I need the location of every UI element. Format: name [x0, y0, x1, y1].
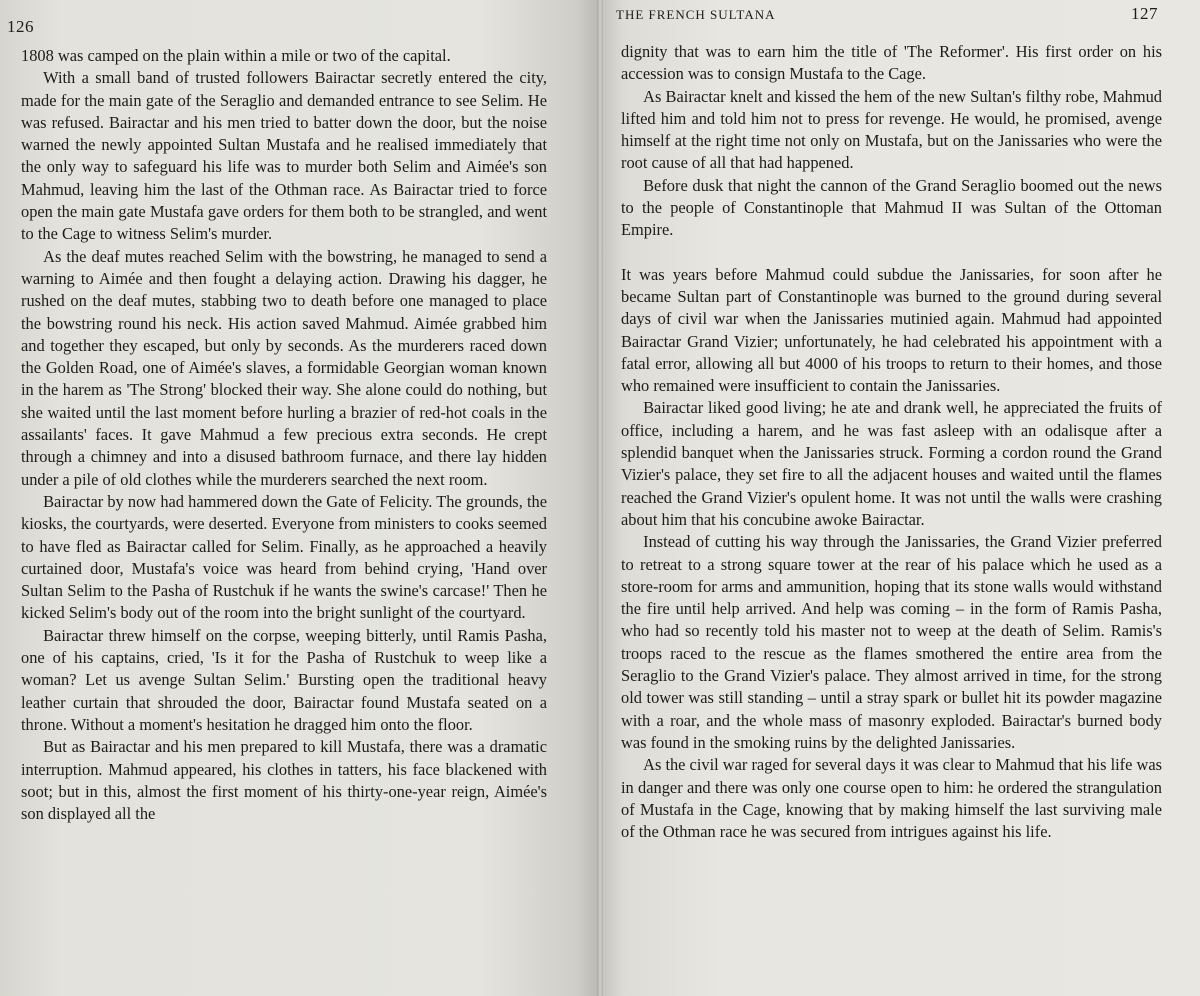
right-page — [600, 0, 1200, 996]
paragraph: Instead of cutting his way through the Janissaries, the Grand Vizier preferred to retreat to a strong square tower at the rear of his palace which he used as a store-room for arms and ammunition, hoping that its stone walls would withstand the fire until help arrived. And help was coming – in the form of Ramis Pasha, who had so recently told his master not to weep at the death of Selim. Ramis's troops raced to the rescue as the flames smothered the entire area from the Seraglio to the Grand Vizier's palace. They almost arrived in time, for the strong old tower was still standing – until a stray spark or bullet hit its powder magazine with a roar, and the whole mass of masonry exploded. Bairactar's burned body was found in the smoking ruins by the delighted Janissaries. — [621, 532, 1162, 752]
page-number: 127 — [1131, 4, 1158, 23]
paragraph: As the deaf mutes reached Selim with the bowstring, he managed to send a warning to Aimée and then fought a delaying action. Drawing his dagger, he rushed on the deaf mutes, stabbing two to death before one managed to place the bowstring round his neck. His action saved Mahmud. Aimée grabbed him and together they escaped, but only by seconds. As the murderers raced down the Golden Road, one of Aimée's slaves, a formidable Georgian woman known in the harem as 'The Strong' blocked their way. She alone could do nothing, but she waited until the last moment before hurling a brazier of red-hot coals in the assailants' faces. It gave Mahmud a few precious extra seconds. He crept through a chimney and into a disused bathroom furnace, and there lay hidden under a pile of old clothes while the murderers searched the next room. — [21, 246, 547, 489]
paragraph: It was years before Mahmud could subdue the Janissaries, for soon after he became Sultan part of Constantinople was burned to the ground during several days of civil war when the Janissaries mutinied again. Mahmud had appointed Bairactar Grand Vizier; unfortunately, he had celebrated his appointment with a fatal error, allowing all but 4000 of his troops to return to their homes, and those who remained were insufficient to contain the Janissaries. — [621, 264, 1162, 396]
page-number: 126 — [7, 17, 34, 36]
paragraph: 1808 was camped on the plain within a mile or two of the capital. — [21, 46, 451, 65]
running-head-title: THE FRENCH SULTANA — [616, 7, 776, 22]
gutter-shadow — [597, 0, 603, 996]
paragraph: With a small band of trusted followers Bairactar secretly entered the city, made for the main gate of the Seraglio and demanded entrance to see Selim. He was refused. Bairactar and his men tried to batter down the door, but the noise warned the newly appointed Sultan Mustafa and he realised immediately that the only way to safeguard his life was to murder both Selim and Aimée's son Mahmud, leaving him the last of the Othman race. As Bairactar tried to force open the main gate Mustafa gave orders for them both to be strangled, and went to the Cage to witness Selim's murder. — [21, 68, 547, 244]
running-head — [616, 4, 1158, 24]
paragraph: Bairactar liked good living; he ate and drank well, he appreciated the fruits of office, including a harem, and he was fast asleep with an odalisque after a splendid banquet when the Janissaries struck. Forming a cordon round the Grand Vizier's palace, they set fire to all the adjacent houses and waited until the flames reached the Grand Vizier's opulent home. It was not until the walls were crashing about him that his concubine awoke Bairactar. — [621, 398, 1162, 529]
paragraph: dignity that was to earn him the title of 'The Reformer'. His first order on his accession was to consign Mustafa to the Cage. — [621, 42, 1162, 84]
paragraph: But as Bairactar and his men prepared to kill Mustafa, there was a dramatic interruption. Mahmud appeared, his clothes in tatters, his face blackened with soot; but in this, almost the first moment of his thirty-one-year reign, Aimée's son displayed all the — [21, 737, 547, 824]
paragraph: As Bairactar knelt and kissed the hem of the new Sultan's filthy robe, Mahmud lifted him and told him not to press for revenge. He would, he promised, avenge himself at the right time not only on Mustafa, but on the Janissaries who were the root cause of all that had happened. — [621, 86, 1162, 173]
paragraph: Before dusk that night the cannon of the Grand Seraglio boomed out the news to the people of Constantinople that Mahmud II was Sultan of the Ottoman Empire. — [621, 175, 1162, 240]
paragraph: Bairactar by now had hammered down the Gate of Felicity. The grounds, the kiosks, the courtyards, were deserted. Everyone from ministers to cooks seemed to have fled as Bairactar called for Selim. Finally, as he approached a heavily curtained door, Mustafa's voice was heard from behind crying, 'Hand over Sultan Selim to the Pasha of Rustchuk if he wants the swine's carcase!' Then he kicked Selim's body out of the room into the bright sunlight of the courtyard. — [21, 491, 547, 623]
paragraph: As the civil war raged for several days it was clear to Mahmud that his life was in danger and there was only one course open to him: he ordered the strangulation of Mustafa in the Cage, knowing that by making himself the last surviving male of the Othman race he was secured from intrigues against his life. — [621, 755, 1162, 842]
body-text — [621, 41, 1162, 843]
paragraph: Bairactar threw himself on the corpse, weeping bitterly, until Ramis Pasha, one of his captains, cried, 'Is it for the Pasha of Rustchuk to weep like a woman? Let us avenge Sultan Selim.' Bursting open the traditional heavy leather curtain that shrouded the door, Bairactar found Mustafa seated on a throne. Without a moment's hesitation he dragged him onto the floor. — [21, 625, 547, 734]
body-text — [21, 45, 547, 825]
